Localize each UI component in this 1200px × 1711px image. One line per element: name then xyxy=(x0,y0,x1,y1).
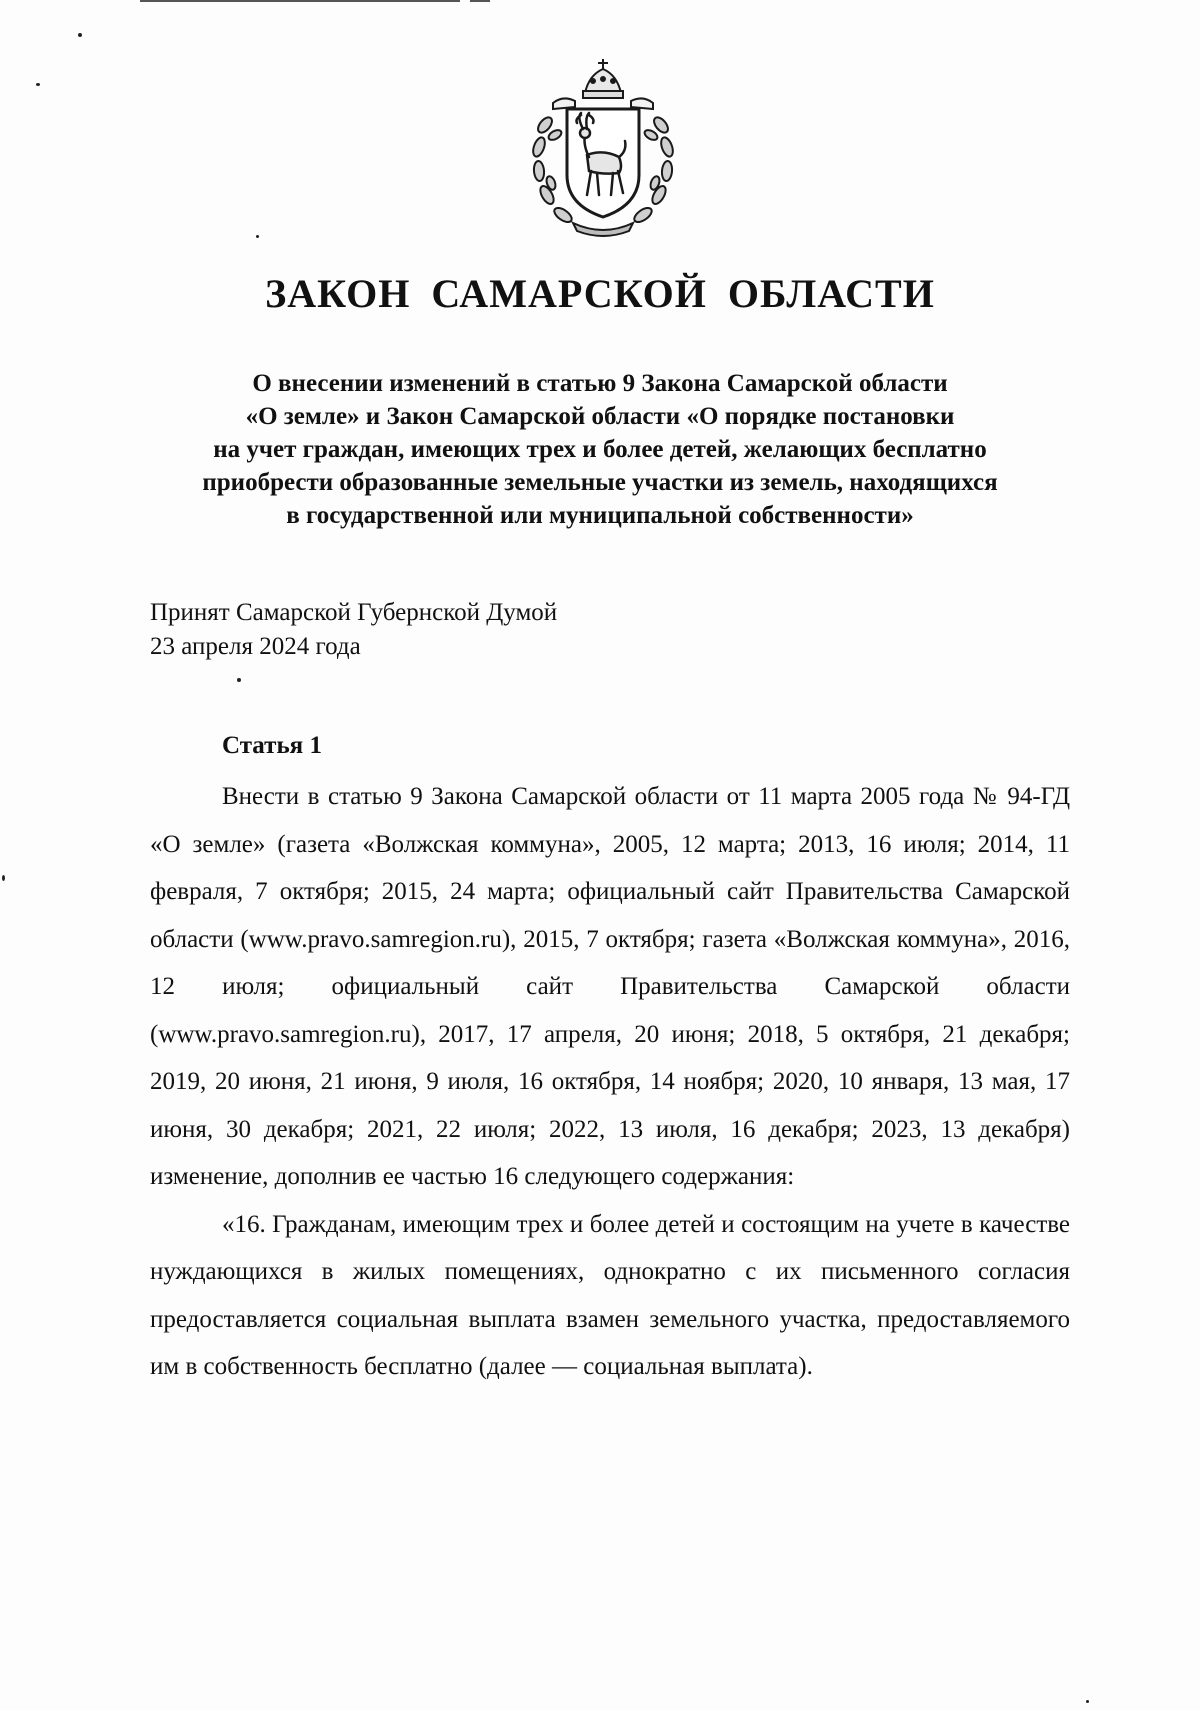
scan-speck xyxy=(78,33,82,37)
samara-coat-of-arms-icon xyxy=(523,55,683,240)
article-paragraph: «16. Гражданам, имеющим трех и более детей и состоящим на учете в качестве нуждающихся в жилых помещениях, однократно с их письменного согласия предоставляется социальная выплата взамен земельного участка, предоставляемого им в собственность бесплатно (далее — социальная выплата). xyxy=(150,1210,1070,1380)
adopted-by: Принят Самарской Губернской Думой xyxy=(150,599,558,626)
scan-edge-mark xyxy=(470,0,490,2)
subtitle-line: в государственной или муниципальной собственности» xyxy=(286,502,914,529)
scan-speck xyxy=(2,875,5,881)
scan-speck xyxy=(237,678,241,682)
article-body xyxy=(150,773,1070,1391)
subtitle-line: приобрести образованные земельные участки из земель, находящихся xyxy=(202,469,998,496)
scan-speck xyxy=(256,235,259,238)
scan-speck xyxy=(36,83,40,86)
subtitle-line: «О земле» и Закон Самарской области «О порядке постановки xyxy=(245,403,955,430)
adoption-block xyxy=(150,596,557,664)
scan-edge-line xyxy=(140,0,460,2)
scan-speck xyxy=(1086,1700,1089,1703)
adopted-date: 23 апреля 2024 года xyxy=(150,633,361,660)
subtitle-line: на учет граждан, имеющих трех и более детей, желающих бесплатно xyxy=(213,436,987,463)
article-paragraph: Внести в статью 9 Закона Самарской области от 11 марта 2005 года № 94-ГД «О земле» (газета «Волжская коммуна», 2005, 12 марта; 2013, 16 июля; 2014, 11 февраля, 7 октября; 2015, 24 марта; официальный сайт Правительства Самарской области (www.pravo.samregion.ru), 2015, 7 октября; газета «Волжская коммуна», 2016, 12 июля; официальный сайт Правительства Самарской области (www.pravo.samregion.ru), 2017, 17 апреля, 20 июня; 2018, 5 октября, 21 декабря; 2019, 20 июня, 21 июня, 9 июля, 16 октября, 14 ноября; 2020, 10 января, 13 мая, 17 июня, 30 декабря; 2021, 22 июля; 2022, 13 июля, 16 декабря; 2023, 13 декабря) изменение, дополнив ее частью 16 следующего содержания: xyxy=(150,783,1070,1190)
law-subtitle xyxy=(140,367,1060,532)
subtitle-line: О внесении изменений в статью 9 Закона Самарской области xyxy=(252,370,948,397)
law-title: ЗАКОН САМАРСКОЙ ОБЛАСТИ xyxy=(265,271,935,316)
article-heading: Статья 1 xyxy=(222,732,322,759)
